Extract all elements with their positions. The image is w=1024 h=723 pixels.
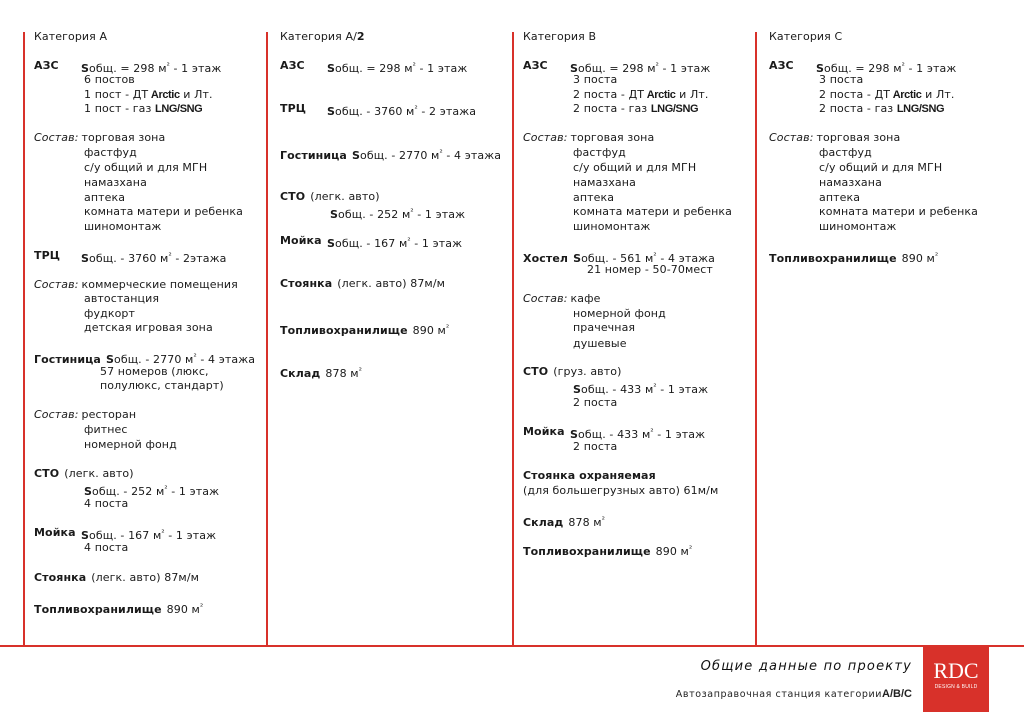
area-symbol: S (327, 105, 336, 118)
spec-line (573, 307, 666, 321)
spec-label: Топливохранилище (769, 252, 897, 265)
spec-value: Sобщ. - 3760 $м^{^2}$ - 2этажа (81, 251, 227, 265)
spec-line (34, 408, 136, 422)
superscript: ² (655, 61, 659, 70)
logo-tagline: DESIGN & BUILD (934, 684, 978, 690)
spec-line (34, 571, 199, 585)
spec-value: 2 поста - ДТ (819, 88, 891, 101)
spec-value: 2 поста - газ (819, 102, 897, 115)
logo-brand: RDC (933, 658, 979, 683)
fuel-type: Arctic (148, 89, 180, 101)
area-symbol: S (81, 62, 90, 75)
fuel-type: LNG/SNG (650, 103, 699, 115)
spec-line (280, 190, 380, 204)
spec-value: Sобщ. = 298 $м^{^2} - 1$ этаж (81, 61, 222, 75)
column-divider-a (23, 32, 25, 646)
spec-line (523, 131, 654, 145)
spec-tail: и Лт. (179, 88, 213, 101)
spec-label: СТО (523, 365, 549, 378)
spec-value: номерной фонд (573, 307, 666, 320)
spec-value: Sобщ. = 298 $м^{^2} - 1$ этаж (327, 61, 468, 75)
superscript: ² (193, 352, 197, 361)
superscript: ² (166, 61, 170, 70)
spec-line (769, 131, 900, 145)
spec-value: ресторан (81, 408, 137, 421)
spec-line (280, 59, 468, 75)
spec-value: комната матери и ребенка (84, 205, 244, 218)
spec-value: 21 номер - 50-70мест (587, 263, 713, 276)
spec-tail: и Лт. (675, 88, 709, 101)
spec-value: автостанция (84, 292, 160, 305)
superscript: ² (168, 251, 172, 260)
spec-value: 878 $м^{^2}$ (568, 515, 606, 529)
fuel-type: Arctic (890, 89, 922, 101)
area-symbol: S (81, 529, 90, 542)
spec-value: намазхана (84, 176, 147, 189)
spec-line (819, 73, 863, 87)
superscript: ² (410, 207, 414, 216)
spec-line (280, 234, 463, 250)
spec-label: СТО (34, 467, 60, 480)
spec-label: АЗС (34, 59, 59, 72)
spec-line (819, 102, 944, 116)
spec-line (573, 88, 708, 102)
spec-value: (легк. авто) (310, 190, 380, 203)
spec-value: 3 поста (819, 73, 864, 86)
superscript: ² (653, 251, 657, 260)
spec-label: Топливохранилище (34, 603, 162, 616)
spec-line (573, 161, 696, 175)
spec-value: намазхана (819, 176, 882, 189)
spec-value: Sобщ. - 167 $м^{^2} - 1$ этаж (327, 236, 463, 250)
spec-value: Sобщ. - 561 $м^{^2} - 4$ этажа (573, 251, 716, 265)
spec-line (280, 102, 477, 118)
spec-line (769, 59, 957, 75)
area-symbol: S (327, 237, 336, 250)
spec-value: Sобщ. = 298 $м^{^2} - 1$ этаж (570, 61, 711, 75)
spec-line (100, 365, 209, 379)
spec-label: АЗС (523, 59, 548, 72)
spec-line (573, 146, 626, 160)
spec-line (84, 438, 177, 452)
spec-value: Sобщ. - 433 $м^{^2} - 1$ этаж (573, 382, 709, 396)
spec-value: Sобщ. - 252 $м^{^2} - 1$ этаж (84, 484, 220, 498)
area-symbol: S (573, 383, 582, 396)
spec-line (573, 102, 698, 116)
heading-text: Категория В (523, 30, 597, 43)
spec-value: комната матери и ребенка (573, 205, 733, 218)
superscript: ² (412, 61, 416, 70)
spec-value: шиномонтаж (573, 220, 651, 233)
spec-line (84, 73, 135, 87)
spec-value: с/у общий и для МГН (819, 161, 943, 174)
fuel-type: Arctic (644, 89, 676, 101)
column-divider-a2 (266, 32, 268, 646)
spec-line (34, 467, 134, 481)
superscript: ² (161, 528, 165, 537)
spec-label: Состав: (34, 408, 79, 421)
spec-line (819, 205, 978, 219)
spec-value: шиномонтаж (84, 220, 162, 233)
spec-line (84, 423, 128, 437)
spec-value: аптека (573, 191, 615, 204)
spec-value: с/у общий и для МГН (573, 161, 697, 174)
spec-line (280, 277, 445, 291)
area-symbol: S (330, 208, 339, 221)
spec-value: аптека (819, 191, 861, 204)
superscript: ² (445, 323, 450, 332)
spec-label: СТО (280, 190, 306, 203)
spec-label: Хостел (523, 252, 569, 265)
superscript: ² (407, 236, 411, 245)
spec-line (573, 337, 627, 351)
spec-value: Sобщ. - 167 $м^{^2} - 1$ этаж (81, 528, 217, 542)
spec-value: кафе (570, 292, 601, 305)
spec-value: фудкорт (84, 307, 135, 320)
spec-line (84, 307, 135, 321)
spec-value: торговая зона (816, 131, 901, 144)
spec-value: Sобщ. - 2770 $м^{^2} - 4$ этажа (351, 148, 502, 162)
spec-label: Стоянка (280, 277, 333, 290)
superscript: ² (653, 382, 657, 391)
spec-value: душевые (573, 337, 627, 350)
area-symbol: S (81, 252, 90, 265)
spec-value: 890 $м^{^2}$ (655, 544, 693, 558)
spec-value: намазхана (573, 176, 636, 189)
spec-value: (легк. авто) (64, 467, 134, 480)
spec-label: Склад (280, 367, 321, 380)
spec-line (573, 205, 732, 219)
spec-line (819, 161, 942, 175)
spec-line (100, 379, 224, 393)
spec-label: Состав: (34, 131, 79, 144)
heading-text: Категория А/ (280, 30, 357, 43)
spec-line (34, 526, 217, 542)
spec-line (819, 176, 882, 190)
spec-value: 890 $м^{^2}$ (901, 251, 939, 265)
spec-line (573, 73, 617, 87)
spec-line (84, 220, 161, 234)
spec-line (84, 102, 202, 116)
spec-label: Мойка (523, 425, 565, 438)
spec-line (84, 88, 213, 102)
column-divider-b (512, 32, 514, 646)
spec-value: шиномонтаж (819, 220, 897, 233)
spec-line (523, 484, 718, 498)
spec-value: (легк. авто) 87м/м (337, 277, 446, 290)
spec-value: Sобщ. - 2770 $м^{^2} - 4$ этажа (105, 352, 256, 366)
heading-text: Категория С (769, 30, 843, 43)
column-heading (280, 30, 365, 44)
spec-line (34, 249, 227, 265)
spec-line (84, 191, 125, 205)
spec-line (523, 292, 600, 306)
spec-value: (для большегрузных авто) 61м/м (523, 484, 719, 497)
superscript: ² (901, 61, 905, 70)
column-heading (769, 30, 842, 44)
spec-label: Мойка (280, 234, 322, 247)
spec-line (573, 176, 636, 190)
superscript: ² (650, 427, 654, 436)
spec-line (280, 364, 362, 381)
spec-value: 4 поста (84, 541, 129, 554)
spec-label: Гостиница (34, 353, 101, 366)
spec-label: Состав: (34, 278, 79, 291)
area-symbol: S (573, 252, 582, 265)
superscript: ² (164, 484, 168, 493)
spec-line (523, 469, 656, 483)
spec-line (34, 131, 165, 145)
spec-line (84, 176, 147, 190)
spec-value: Sобщ. - 3760 $м^{^2} - 2$ этажа (327, 104, 477, 118)
spec-line (523, 59, 711, 75)
area-symbol: S (816, 62, 825, 75)
spec-value: торговая зона (570, 131, 655, 144)
spec-label: Стоянка охраняемая (523, 469, 656, 482)
spec-line (84, 161, 207, 175)
spec-value: 2 поста - газ (573, 102, 651, 115)
spec-label: Состав: (523, 292, 568, 305)
footer-title: Общие данные по проекту (700, 659, 912, 674)
superscript: ² (934, 251, 939, 260)
spec-line (84, 292, 159, 306)
spec-value: 890 $м^{^2}$ (412, 323, 450, 337)
column-heading (523, 30, 596, 44)
spec-line (34, 278, 238, 292)
spec-value: прачечная (573, 321, 636, 334)
spec-value: 2 поста (573, 396, 618, 409)
spec-label: Склад (523, 516, 564, 529)
fuel-type: LNG/SNG (896, 103, 945, 115)
column-divider-c (755, 32, 757, 646)
spec-line (330, 205, 465, 222)
spec-line (573, 321, 635, 335)
spec-value: фастфуд (84, 146, 137, 159)
spec-value: аптека (84, 191, 126, 204)
spec-line (573, 440, 617, 454)
spec-line (84, 321, 213, 335)
spec-label: Гостиница (280, 149, 347, 162)
spec-line (523, 365, 622, 379)
area-symbol: S (105, 353, 114, 366)
superscript: ² (199, 602, 204, 611)
superscript: ² (414, 104, 418, 113)
spec-line (523, 513, 605, 530)
spec-value: 2 поста - ДТ (573, 88, 645, 101)
spec-value: 3 поста (573, 73, 618, 86)
spec-label: ТРЦ (34, 249, 61, 262)
spec-label: Мойка (34, 526, 76, 539)
spec-line (573, 191, 614, 205)
spec-line (523, 425, 706, 441)
spec-label: Состав: (769, 131, 814, 144)
spec-value: 1 пост - ДТ (84, 88, 149, 101)
spec-label: АЗС (280, 59, 305, 72)
spec-line (573, 380, 708, 397)
area-symbol: S (84, 485, 93, 498)
spec-label: Стоянка (34, 571, 87, 584)
spec-value: фастфуд (573, 146, 626, 159)
spec-value: 890 $м^{^2}$ (166, 602, 204, 616)
spec-value: 2 поста (573, 440, 618, 453)
spec-value: номерной фонд (84, 438, 177, 451)
footer-subtitle (676, 688, 912, 700)
spec-line (84, 146, 137, 160)
spec-line (280, 146, 501, 163)
spec-value: Sобщ. - 252 $м^{^2} - 1$ этаж (330, 207, 466, 221)
spec-line (523, 542, 692, 559)
spec-value: детская игровая зона (84, 321, 213, 334)
spec-value: с/у общий и для МГН (84, 161, 208, 174)
fuel-type: LNG/SNG (155, 103, 203, 115)
spec-tail: и Лт. (921, 88, 955, 101)
footer-subtitle-text: Автозаправочная станция категории (675, 689, 883, 700)
heading-suffix: 2 (356, 30, 365, 43)
footer-divider (0, 645, 1024, 647)
spec-line (573, 396, 617, 410)
area-symbol: S (351, 149, 360, 162)
spec-label: ТРЦ (280, 102, 307, 115)
spec-value: фастфуд (819, 146, 872, 159)
spec-value: 4 поста (84, 497, 129, 510)
spec-line (84, 205, 243, 219)
spec-line (34, 59, 222, 75)
spec-value: коммерческие помещения (81, 278, 238, 291)
spec-value: полулюкс, стандарт) (100, 379, 224, 392)
spec-line (573, 220, 650, 234)
rdc-logo (923, 646, 989, 712)
spec-value: 878 $м^{^2}$ (325, 366, 363, 380)
superscript: ² (601, 515, 606, 524)
spec-value: (груз. авто) (553, 365, 622, 378)
area-symbol: S (570, 428, 579, 441)
spec-line (819, 191, 860, 205)
spec-value: (легк. авто) 87м/м (91, 571, 200, 584)
spec-line (819, 88, 954, 102)
heading-text: Категория А (34, 30, 108, 43)
spec-line (280, 321, 449, 338)
footer-subtitle-categories: A/B/C (882, 688, 912, 700)
spec-value: Sобщ. = 298 $м^{^2} - 1$ этаж (816, 61, 957, 75)
area-symbol: S (327, 62, 336, 75)
spec-label: Топливохранилище (280, 324, 408, 337)
spec-value: 6 постов (84, 73, 135, 86)
spec-value: фитнес (84, 423, 128, 436)
area-symbol: S (570, 62, 579, 75)
superscript: ² (688, 544, 693, 553)
spec-line (34, 600, 203, 617)
superscript: ² (439, 148, 443, 157)
spec-line (819, 220, 896, 234)
spec-value: комната матери и ребенка (819, 205, 979, 218)
spec-line (587, 263, 713, 277)
spec-line (819, 146, 872, 160)
column-heading (34, 30, 107, 44)
superscript: ² (358, 366, 363, 375)
spec-line (84, 497, 128, 511)
spec-label: Состав: (523, 131, 568, 144)
spec-value: Sобщ. - 433 $м^{^2} - 1$ этаж (570, 427, 706, 441)
spec-value: 57 номеров (люкс, (100, 365, 209, 378)
spec-line (84, 541, 128, 555)
spec-value: торговая зона (81, 131, 166, 144)
spec-line (769, 249, 938, 266)
spec-label: АЗС (769, 59, 794, 72)
spec-value: 1 пост - газ (84, 102, 156, 115)
spec-label: Топливохранилище (523, 545, 651, 558)
